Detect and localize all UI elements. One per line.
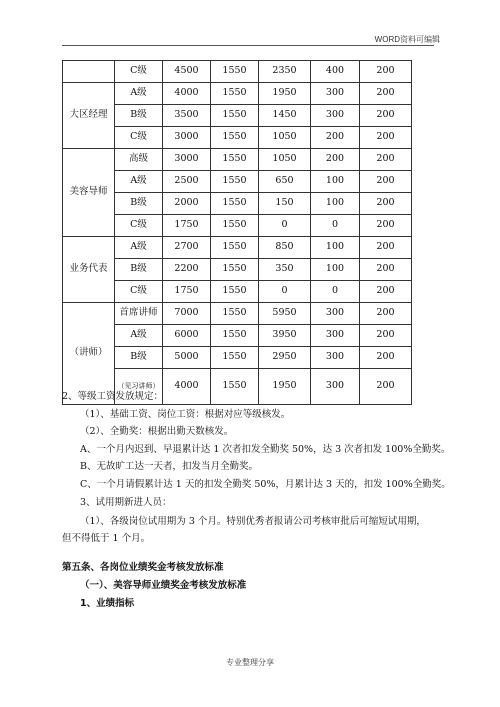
value-cell: 1550 [211,303,259,325]
paragraph: 3、试用期新进人员： [80,497,172,508]
value-cell: 2500 [163,171,211,193]
table-row [63,347,412,369]
value-cell: 1550 [211,281,259,303]
table-row [63,215,412,237]
table-row [63,325,412,347]
value-cell: 1550 [211,325,259,347]
group-cell: 业务代表 [63,237,115,303]
value-cell: 1050 [259,149,311,171]
value-cell: 200 [360,105,412,127]
level-cell: C级 [115,215,163,237]
value-cell: 1550 [211,149,259,171]
value-cell: 1550 [211,369,259,405]
value-cell: 1550 [211,215,259,237]
level-cell: A级 [115,171,163,193]
value-cell: 0 [311,215,360,237]
value-cell: 650 [259,171,311,193]
value-cell: 5950 [259,303,311,325]
section-heading: （一）、美容导师业绩奖金考核发放标准 [80,580,247,591]
value-cell: 100 [311,237,360,259]
subsection-heading: 1、业绩指标 [80,598,135,609]
table-row [63,281,412,303]
page-footer: 专业整理分享 [226,658,274,667]
value-cell: 7000 [163,303,211,325]
paragraph: （1）、各级岗位试用期为 3 个月。特别优秀者报请公司考核审批后可缩短试用期，但不得低于 1 个月。 [62,516,426,544]
value-cell: 200 [311,149,360,171]
level-cell: B级 [115,193,163,215]
value-cell: 200 [360,259,412,281]
value-cell: 150 [259,193,311,215]
value-cell: 4000 [163,83,211,105]
value-cell: 200 [360,237,412,259]
level-cell: B级 [115,105,163,127]
value-cell: 0 [259,281,311,303]
header-divider [62,45,434,46]
value-cell: 1550 [211,171,259,193]
value-cell: 3950 [259,325,311,347]
value-cell: 4000 [163,369,211,405]
value-cell: 350 [259,259,311,281]
value-cell: 300 [311,303,360,325]
table-row [63,83,412,105]
value-cell: 200 [360,149,412,171]
table-row [63,303,412,325]
value-cell: 1550 [211,105,259,127]
value-cell: 1050 [259,127,311,149]
value-cell: 6000 [163,325,211,347]
table-row [63,61,412,83]
paragraph: 2、等级工资发放规定： [62,391,164,402]
level-cell: C级 [115,61,163,83]
value-cell: 0 [311,281,360,303]
value-cell: 1750 [163,281,211,303]
group-cell [63,61,115,83]
value-cell: 200 [360,171,412,193]
value-cell: 0 [259,215,311,237]
value-cell: 200 [360,127,412,149]
value-cell: 200 [360,281,412,303]
value-cell: 1750 [163,215,211,237]
paragraph: B、无故旷工达一天者，扣发当月全勤奖。 [80,461,258,472]
value-cell: 400 [311,61,360,83]
value-cell: 4500 [163,61,211,83]
value-cell: 3000 [163,149,211,171]
level-cell: C级 [115,281,163,303]
value-cell: 300 [311,83,360,105]
value-cell: 2950 [259,347,311,369]
value-cell: 200 [360,215,412,237]
value-cell: 1450 [259,105,311,127]
value-cell: 100 [311,259,360,281]
level-cell: A级 [115,83,163,105]
value-cell: 5000 [163,347,211,369]
value-cell: 3000 [163,127,211,149]
value-cell: 2200 [163,259,211,281]
value-cell: 200 [311,127,360,149]
value-cell: 1550 [211,259,259,281]
value-cell: 1550 [211,83,259,105]
level-cell: 高级 [115,149,163,171]
value-cell: 1550 [211,237,259,259]
value-cell: 2700 [163,237,211,259]
level-cell: C级 [115,127,163,149]
value-cell: 300 [311,325,360,347]
paragraph: （2）、全勤奖：根据出勤天数核发。 [80,426,234,437]
value-cell: 200 [360,325,412,347]
level-cell: B级 [115,347,163,369]
group-cell: 美容导师 [63,149,115,237]
paragraph: C、一个月请假累计达 1 天的扣发全勤奖 50%，月累计达 3 天的，扣发 100%全勤奖。 [80,479,451,490]
table-row [63,193,412,215]
value-cell: 200 [360,61,412,83]
table-row [63,237,412,259]
value-cell: 100 [311,193,360,215]
value-cell: 1550 [211,61,259,83]
level-cell: 首席讲师 [115,303,163,325]
table-row [63,127,412,149]
value-cell: 1950 [259,369,311,405]
value-cell: 1550 [211,193,259,215]
group-cell: 大区经理 [63,83,115,149]
value-cell: 100 [311,171,360,193]
value-cell: 2350 [259,61,311,83]
table-row [63,171,412,193]
paragraph: A、一个月内迟到、早退累计达 1 次者扣发全勤奖 50%，达 3 次者扣发 100%全勤奖。 [80,444,451,455]
level-cell: （见习讲师） [115,369,163,405]
level-cell: A级 [115,325,163,347]
value-cell: 850 [259,237,311,259]
article-heading: 第五条、各岗位业绩奖金考核发放标准 [62,562,224,573]
level-cell: A级 [115,237,163,259]
value-cell: 2000 [163,193,211,215]
value-cell: 200 [360,83,412,105]
value-cell: 3500 [163,105,211,127]
value-cell: 1950 [259,83,311,105]
value-cell: 200 [360,347,412,369]
group-cell: （讲师） [63,303,115,405]
value-cell: 1550 [211,127,259,149]
value-cell: 300 [311,369,360,405]
value-cell: 200 [360,369,412,405]
level-cell: B级 [115,259,163,281]
value-cell: 200 [360,303,412,325]
value-cell: 300 [311,105,360,127]
value-cell: 300 [311,347,360,369]
table-row [63,259,412,281]
value-cell: 1550 [211,347,259,369]
value-cell: 200 [360,193,412,215]
paragraph: （1）、基础工资、岗位工资：根据对应等级核发。 [80,409,291,420]
salary-grade-table [62,60,412,405]
table-row [63,105,412,127]
page-header: WORD资料可编辑 [374,35,440,44]
table-row [63,149,412,171]
